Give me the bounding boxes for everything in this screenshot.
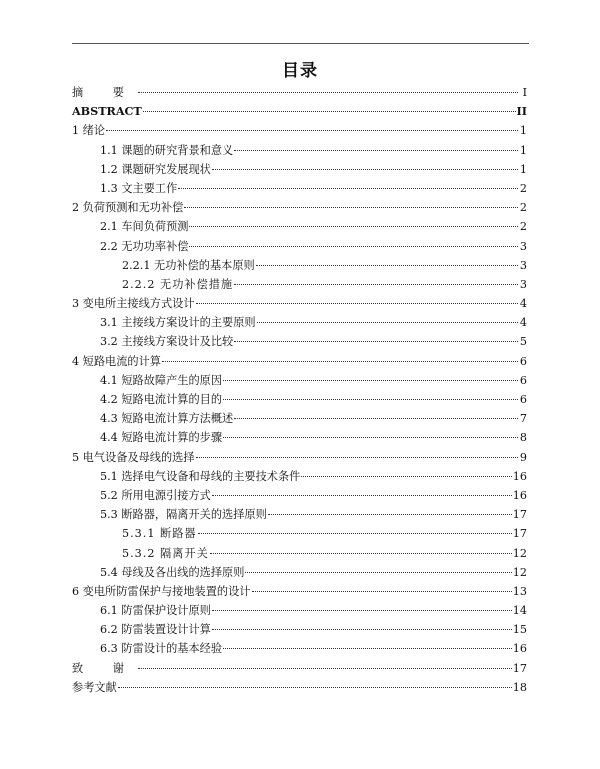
toc-entry-label: 2.2 无功功率补偿 [100, 239, 189, 253]
toc-entry-label: 5.3 断路器，隔离开关的选择原则 [100, 508, 267, 522]
toc-entry-page-number: 1 [519, 124, 527, 138]
dot-leader [138, 92, 518, 93]
toc-entry-page-number: 14 [512, 604, 527, 618]
toc-entry-label: 3.2 主接线方案设计及比较 [100, 335, 234, 349]
toc-entry[interactable] [72, 390, 527, 409]
toc-entry-page-number: 7 [519, 412, 527, 426]
toc-entry-page-number: 3 [519, 258, 527, 272]
toc-entry-label: 6.3 防雷设计的基本经验 [100, 642, 223, 656]
toc-entry[interactable] [72, 486, 527, 505]
toc-entry-label: ABSTRACT [72, 104, 142, 119]
toc-entry-page-number: 16 [512, 469, 527, 483]
dot-leader [138, 668, 512, 669]
toc-entry[interactable] [72, 428, 527, 447]
toc-entry-label: 3.1 主接线方案设计的主要原则 [100, 316, 256, 330]
dot-leader [223, 437, 518, 438]
dot-leader [189, 246, 518, 247]
toc-entry-page-number: 2 [519, 220, 527, 234]
dot-leader [234, 284, 518, 285]
toc-entry[interactable] [72, 467, 527, 486]
toc-entry-page-number: 12 [512, 546, 527, 560]
toc-entry-label: 5.4 母线及各出线的选择原则 [100, 565, 245, 579]
dot-leader [245, 572, 511, 573]
toc-entry[interactable] [72, 256, 527, 275]
dot-leader [223, 380, 518, 381]
toc-entry-label: 5 电气设备及母线的选择 [72, 450, 195, 464]
toc-entry-page-number: 12 [512, 565, 527, 579]
toc-entry[interactable] [72, 198, 527, 217]
toc-entry-page-number: 9 [519, 450, 527, 464]
toc-entry-label: 5.1 选择电气设备和母线的主要技术条件 [100, 469, 301, 483]
toc-entry[interactable] [72, 639, 527, 658]
toc-entry-label: 5.3.2 隔离开关 [122, 546, 209, 560]
dot-leader [256, 265, 518, 266]
toc-entry-label: 摘 要 [72, 86, 137, 99]
toc-entry-page-number: 1 [519, 143, 527, 157]
toc-entry-page-number: 2 [519, 181, 527, 195]
toc-entry[interactable] [72, 409, 527, 428]
dot-leader [106, 130, 518, 131]
toc-entry-page-number: 13 [512, 584, 527, 598]
toc-entry[interactable] [72, 659, 527, 678]
dot-leader [198, 533, 512, 534]
toc-entry-page-number: 3 [519, 239, 527, 253]
toc-entry[interactable] [72, 601, 527, 620]
toc-entry-label: 1.1 课题的研究背景和意义 [100, 143, 234, 157]
toc-entry-page-number: 17 [512, 661, 527, 675]
toc-entry-page-number: 6 [519, 373, 527, 387]
toc-entry-label: 2 负荷预测和无功补偿 [72, 201, 184, 215]
dot-leader [212, 169, 518, 170]
toc-entry-label: 5.2 所用电源引接方式 [100, 488, 211, 502]
toc-entry[interactable] [72, 582, 527, 601]
toc-entry-page-number: 17 [512, 508, 527, 522]
toc-entry-label: 参考文献 [72, 680, 117, 694]
toc-entry-page-number: 6 [519, 393, 527, 406]
toc-entry[interactable] [72, 102, 527, 121]
toc-entry-page-number: 6 [519, 354, 527, 368]
toc-entry-label: 5.3.1 断路器 [122, 527, 197, 541]
toc-entry-page-number: 18 [512, 680, 527, 694]
toc-entry-page-number: 1 [519, 162, 527, 176]
toc-entry-label: 3 变电所主接线方式设计 [72, 297, 195, 311]
toc-entry[interactable] [72, 217, 527, 236]
toc-entry-page-number: 16 [512, 488, 527, 502]
toc-entry-label: 4.2 短路电流计算的目的 [100, 393, 223, 406]
dot-leader [212, 629, 512, 630]
toc-entry[interactable] [72, 332, 527, 351]
dot-leader [301, 476, 511, 477]
toc-entry-page-number: 8 [519, 431, 527, 445]
toc-entry-label: 4.4 短路电流计算的步骤 [100, 431, 223, 445]
toc-entry[interactable] [72, 160, 527, 179]
dot-leader [178, 188, 518, 189]
toc-entry[interactable] [72, 352, 527, 371]
dot-leader [184, 207, 518, 208]
toc-entry[interactable] [72, 371, 527, 390]
dot-leader [252, 591, 512, 592]
toc-entry-page-number: 15 [512, 623, 527, 637]
toc-entry-label: 6 变电所防雷保护与接地装置的设计 [72, 584, 251, 598]
dot-leader [189, 226, 518, 227]
table-of-contents [72, 83, 527, 697]
header-rule [72, 43, 529, 44]
toc-entry[interactable] [72, 563, 527, 582]
toc-entry-page-number: I [522, 86, 527, 99]
dot-leader [162, 361, 518, 362]
dot-leader [118, 687, 512, 688]
toc-entry-label: 2.1 车间负荷预测 [100, 220, 189, 234]
toc-entry[interactable] [72, 313, 527, 332]
toc-entry-label: 6.1 防雷保护设计原则 [100, 604, 211, 618]
toc-entry-page-number: 4 [519, 297, 527, 311]
dot-leader [196, 457, 518, 458]
toc-entry[interactable] [72, 83, 527, 102]
toc-entry[interactable] [72, 237, 527, 256]
toc-entry-label: 4.1 短路故障产生的原因 [100, 373, 223, 387]
dot-leader [268, 514, 512, 515]
toc-entry[interactable] [72, 141, 527, 160]
toc-entry[interactable] [72, 544, 527, 563]
toc-entry-label: 1.2 课题研究发展现状 [100, 162, 211, 176]
toc-entry-label: 4 短路电流的计算 [72, 354, 161, 368]
toc-entry[interactable] [72, 448, 527, 467]
dot-leader [223, 399, 518, 400]
toc-entry-label: 2.2.1 无功补偿的基本原则 [122, 258, 255, 272]
dot-leader [212, 610, 512, 611]
dot-leader [196, 303, 518, 304]
dot-leader [143, 111, 516, 112]
dot-leader [257, 322, 518, 323]
toc-entry-label: 4.3 短路电流计算方法概述 [100, 412, 234, 426]
dot-leader [212, 495, 512, 496]
dot-leader [210, 553, 512, 554]
toc-entry-page-number: 2 [519, 201, 527, 215]
toc-entry[interactable] [72, 678, 527, 697]
toc-entry[interactable] [72, 524, 527, 543]
toc-entry[interactable] [72, 620, 527, 639]
toc-entry-page-number: 5 [519, 335, 527, 349]
dot-leader [234, 341, 518, 342]
toc-entry-page-number: 16 [512, 642, 527, 656]
toc-entry[interactable] [72, 294, 527, 313]
toc-entry-page-number: 4 [519, 316, 527, 330]
toc-entry-label: 1 绪论 [72, 124, 106, 138]
toc-entry[interactable] [72, 121, 527, 140]
dot-leader [234, 418, 518, 419]
toc-entry-label: 1.3 文主要工作 [100, 181, 178, 195]
toc-entry[interactable] [72, 179, 527, 198]
toc-entry-label: 6.2 防雷装置设计计算 [100, 623, 211, 637]
toc-entry-label: 致 谢 [72, 661, 137, 675]
toc-entry-page-number: 17 [512, 527, 527, 541]
dot-leader [223, 648, 512, 649]
toc-entry[interactable] [72, 505, 527, 524]
toc-entry-page-number: II [516, 104, 527, 119]
page-title: 目录 [282, 61, 318, 81]
toc-entry-label: 2.2.2 无功补偿措施 [122, 277, 234, 291]
toc-entry[interactable] [72, 275, 527, 294]
toc-entry-page-number: 3 [519, 277, 527, 291]
dot-leader [234, 150, 518, 151]
